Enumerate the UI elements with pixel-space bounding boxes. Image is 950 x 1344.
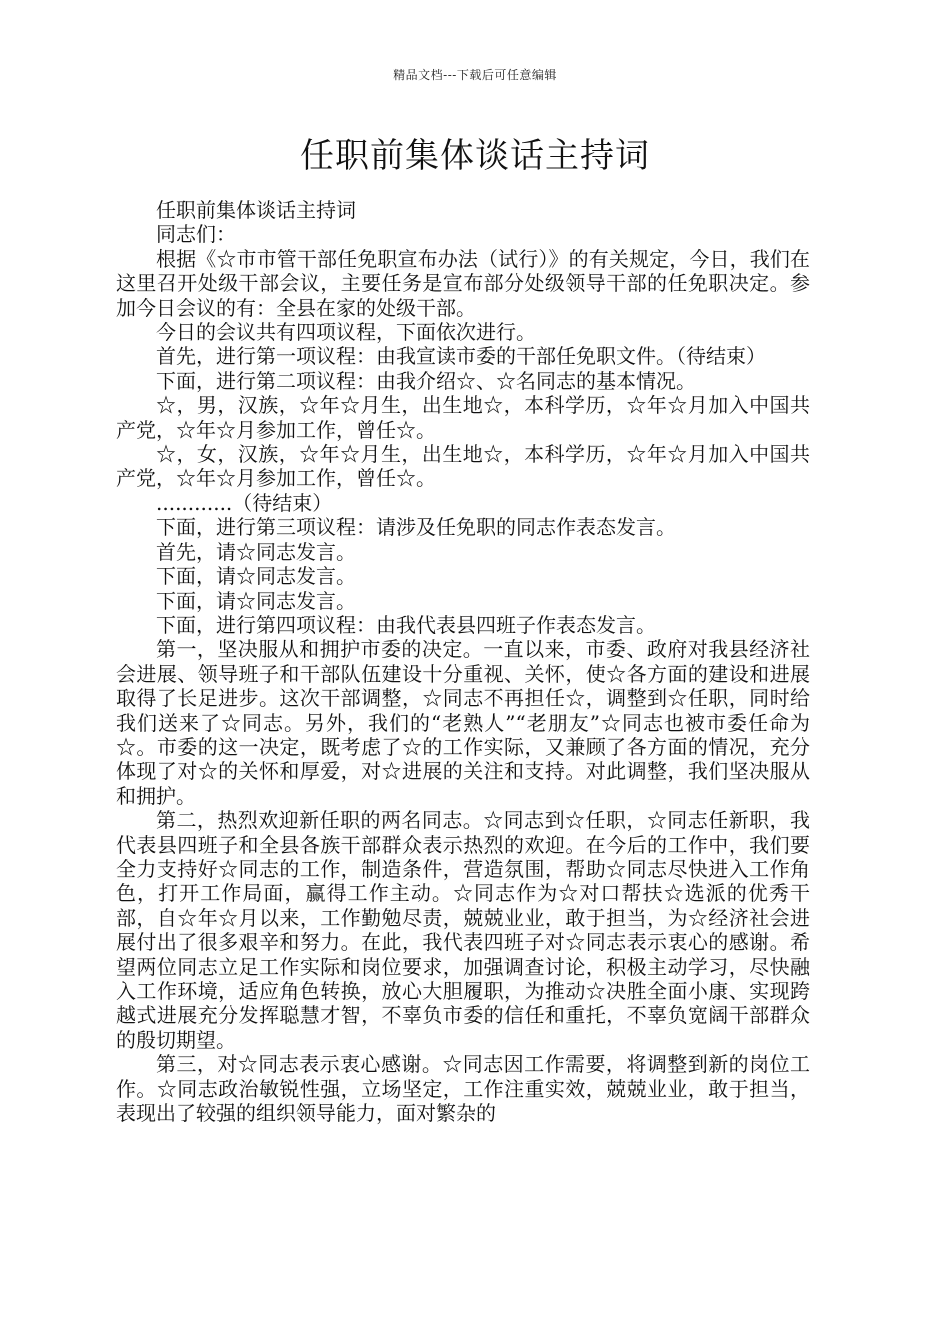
paragraph: 下面，请☆同志发言。 [156, 588, 356, 613]
paragraph: 根据《☆市市管干部任免职宣布办法（试行）》的有关规定，今日，我们在这里召开处级干部会议，主要任务是宣布部分处级领导干部的任免职决定。参加今日会议的有：全县在家的处级干部。 [116, 246, 810, 320]
paragraph: 下面，进行第三项议程：请涉及任免职的同志作表态发言。 [156, 515, 676, 540]
paragraph: 下面，请☆同志发言。 [156, 564, 356, 589]
paragraph: 今日的会议共有四项议程，下面依次进行。 [156, 320, 536, 345]
paragraph: 第二，热烈欢迎新任职的两名同志。☆同志到☆任职，☆同志任新职，我代表县四班子和全县各族干部群众表示热烈的欢迎。在今后的工作中，我们要全力支持好☆同志的工作，制造条件，营造氛围，帮助☆同志尽快进入工作角色，打开工作局面，赢得工作主动。☆同志作为☆对口帮扶☆选派的优秀干部，自☆年☆月以来，工作勤勉尽责，兢兢业业，敢于担当，为☆经济社会进展付出了很多艰辛和努力。在此，我代表四班子对☆同志表示衷心的感谢。希望两位同志立足工作实际和岗位要求，加强调查讨论，积极主动学习，尽快融入工作环境，适应角色转换，放心大胆履职，为推动☆决胜全面小康、实现跨越式进展充分发挥聪慧才智，不辜负市委的信任和重托，不辜负宽阔干部群众的殷切期望。 [116, 808, 810, 1052]
paragraph: ☆，女，汉族，☆年☆月生，出生地☆，本科学历，☆年☆月加入中国共产党，☆年☆月参加工作，曾任☆。 [116, 442, 810, 491]
paragraph: 第一，坚决服从和拥护市委的决定。一直以来，市委、政府对我县经济社会进展、领导班子和干部队伍建设十分重视、关怀，使☆各方面的建设和进展取得了长足进步。这次干部调整，☆同志不再担任☆，调整到☆任职，同时给我们送来了☆同志。另外，我们的“老熟人”“老朋友”☆同志也被市委任命为☆。市委的这一决定，既考虑了☆的工作实际，又兼顾了各方面的情况，充分体现了对☆的关怀和厚爱，对☆进展的关注和支持。对此调整，我们坚决服从和拥护。 [116, 637, 810, 808]
paragraph: 同志们： [156, 222, 236, 247]
paragraph: ............（待结束） [156, 490, 333, 515]
paragraph: 下面，进行第二项议程：由我介绍☆、☆名同志的基本情况。 [156, 368, 696, 393]
page-header-note: 精品文档---下载后可任意编辑 [393, 68, 557, 82]
document-title: 任职前集体谈话主持词 [300, 136, 650, 176]
document-body [116, 198, 810, 1125]
paragraph: 第三，对☆同志表示衷心感谢。☆同志因工作需要，将调整到新的岗位工作。☆同志政治敏锐性强，立场坚定，工作注重实效，兢兢业业，敢于担当，表现出了较强的组织领导能力，面对繁杂的 [116, 1052, 810, 1126]
paragraph: 下面，进行第四项议程：由我代表县四班子作表态发言。 [156, 612, 656, 637]
paragraph: 任职前集体谈话主持词 [156, 198, 356, 222]
paragraph: 首先，请☆同志发言。 [156, 539, 356, 564]
paragraph: 首先，进行第一项议程：由我宣读市委的干部任免职文件。（待结束） [156, 344, 766, 369]
paragraph: ☆，男，汉族，☆年☆月生，出生地☆，本科学历，☆年☆月加入中国共产党，☆年☆月参加工作，曾任☆。 [116, 393, 810, 442]
